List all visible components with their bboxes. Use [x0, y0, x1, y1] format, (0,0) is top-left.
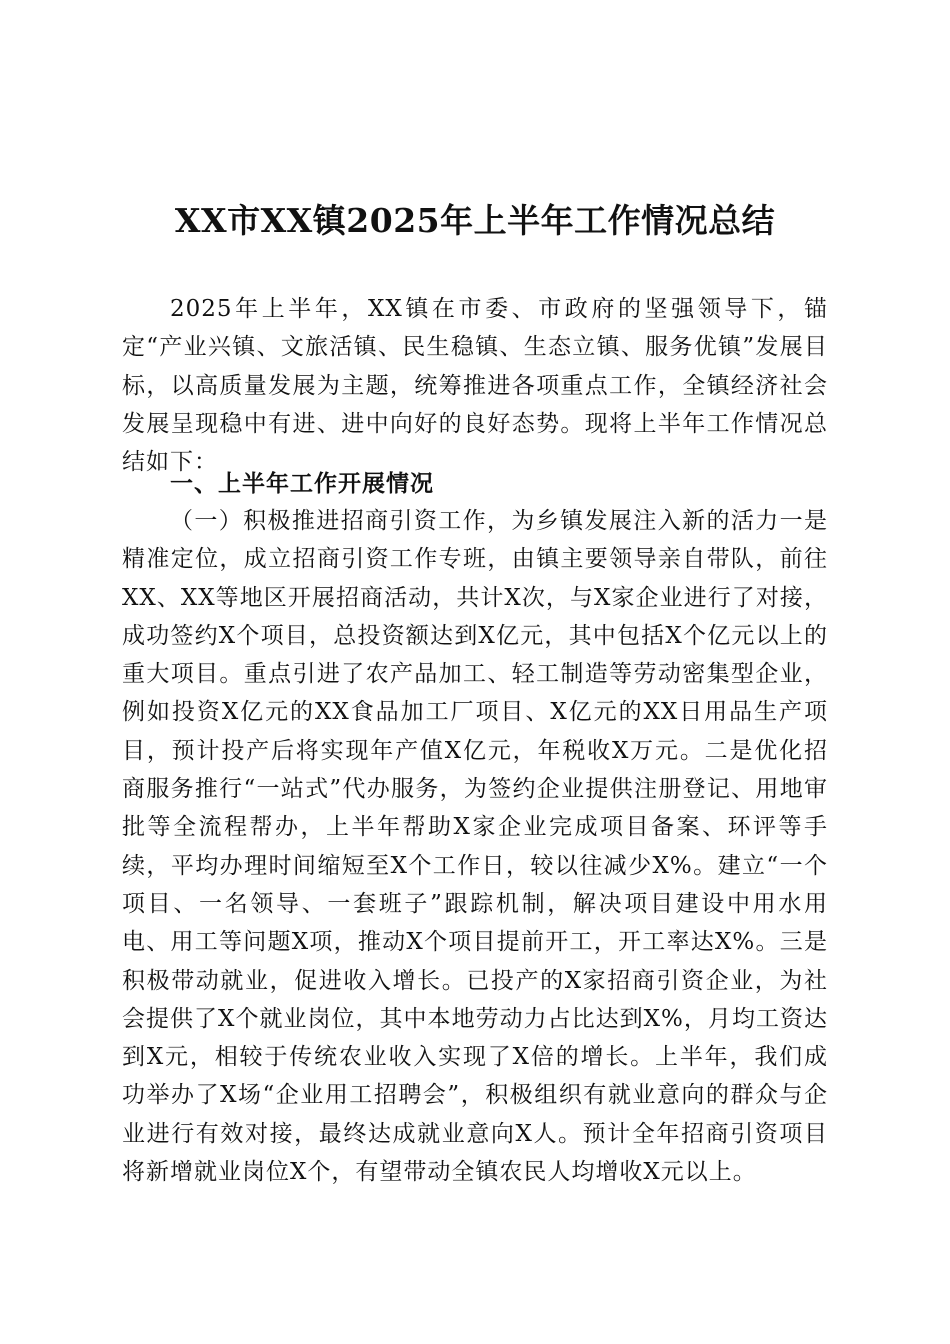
intro-paragraph: 2025年上半年，XX镇在市委、市政府的坚强领导下，锚定“产业兴镇、文旅活镇、民生稳镇、生态立镇、服务优镇”发展目标，以高质量发展为主题，统筹推进各项重点工作，全镇经济社会发展呈现稳中有进、进中向好的良好态势。现将上半年工作情况总结如下： [122, 296, 828, 476]
section-heading-1: 一、上半年工作开展情况 [170, 471, 434, 497]
subsection-heading-1: （一）积极推进招商引资工作，为乡镇发展注入新的活力 [170, 508, 780, 534]
subsection-body-1: 一是精准定位，成立招商引资工作专班，由镇主要领导亲自带队，前往XX、XX等地区开展招商活动，共计X次，与X家企业进行了对接，成功签约X个项目，总投资额达到X亿元，其中包括X个亿元以上的重大项目。重点引进了农产品加工、轻工制造等劳动密集型企业，例如投资X亿元的XX食品加工厂项目、X亿元的XX日用品生产项目，预计投产后将实现年产值X亿元，年税收X万元。二是优化招商服务推行“一站式”代办服务，为签约企业提供注册登记、用地审批等全流程帮办，上半年帮助X家企业完成项目备案、环评等手续，平均办理时间缩短至X个工作日，较以往减少X%。建立“一个项目、一名领导、一套班子”跟踪机制，解决项目建设中用水用电、用工等问题X项，推动X个项目提前开工，开工率达X%。三是积极带动就业，促进收入增长。已投产的X家招商引资企业，为社会提供了X个就业岗位，其中本地劳动力占比达到X%，月均工资达到X元，相较于传统农业收入实现了X倍的增长。上半年，我们成功举办了X场“企业用工招聘会”，积极组织有就业意向的群众与企业进行有效对接，最终达成就业意向X人。预计全年招商引资项目将新增就业岗位X个，有望带动全镇农民人均增收X元以上。 [122, 508, 829, 1186]
document-title: XX市XX镇2025年上半年工作情况总结 [174, 201, 776, 240]
subsection-paragraph-1 [122, 502, 828, 1191]
